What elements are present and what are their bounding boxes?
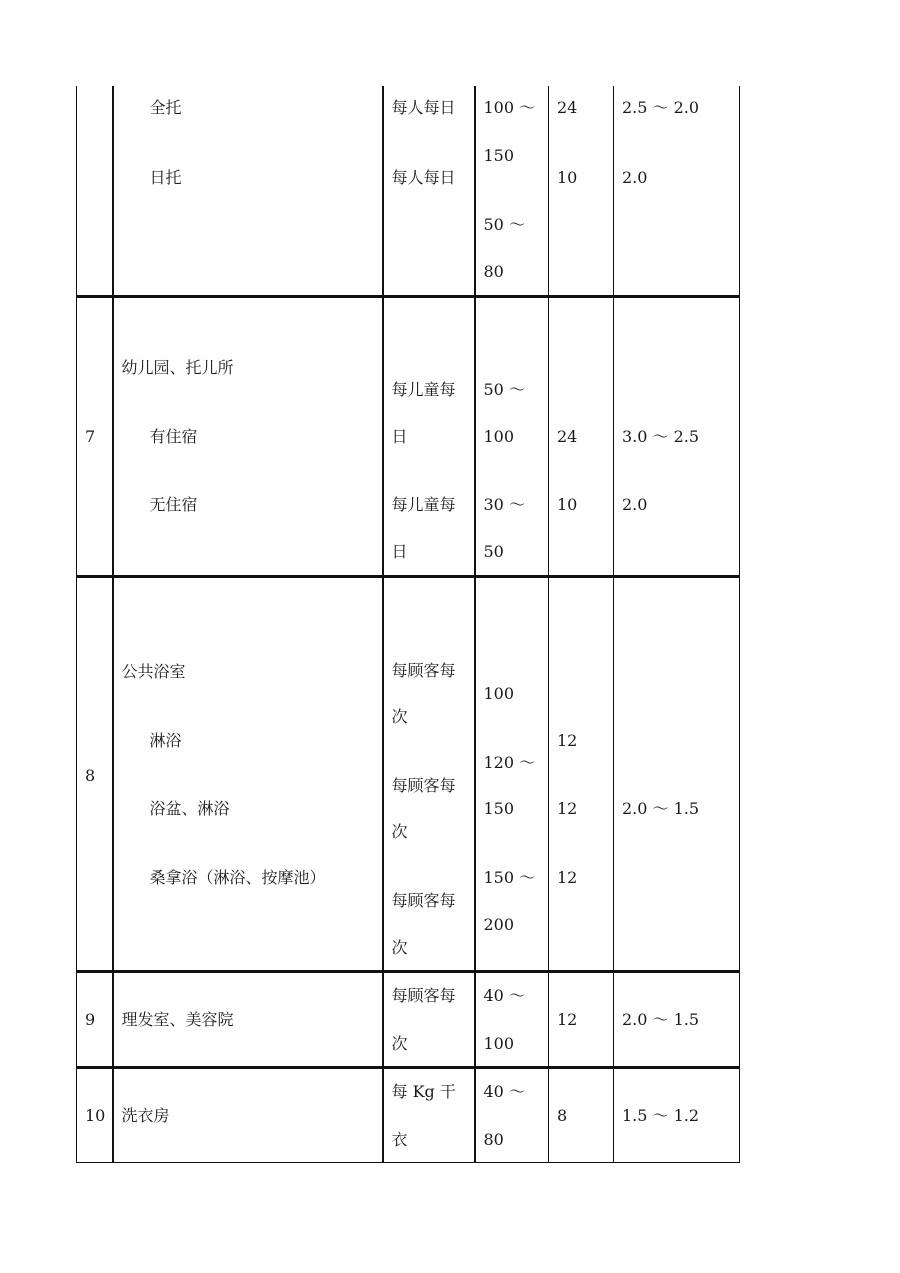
unit-line: 每顾客每: [391, 775, 456, 795]
hours-line: 8: [557, 1105, 568, 1125]
unit-line: 每儿童每: [391, 494, 456, 514]
coefficient-line: 3.0 ～ 2.5: [622, 426, 700, 446]
unit-line: 每顾客每: [391, 660, 456, 680]
row-name-cell: [113, 1067, 383, 1162]
unit-line: 次: [391, 706, 408, 726]
unit-cell: [383, 296, 475, 576]
coefficient-line: 2.0: [622, 494, 648, 514]
row-name-cell: [113, 296, 383, 576]
coefficient-cell: [614, 1067, 740, 1162]
unit-line: 每 Kg 干: [391, 1081, 456, 1101]
unit-line: 日: [391, 541, 408, 561]
quota-line: 100 ～: [483, 98, 536, 117]
coefficient-line: 2.0: [622, 168, 648, 187]
quota-cell: [475, 1067, 549, 1162]
quota-cell: [475, 971, 549, 1067]
hours-line: 12: [557, 798, 578, 818]
table-row: [77, 971, 740, 1067]
quota-line: 50 ～: [483, 215, 525, 234]
hours-cell: [549, 1067, 614, 1162]
unit-cell: [383, 971, 475, 1067]
coefficient-line: 2.5 ～ 2.0: [622, 98, 700, 117]
row-name-cell: [113, 971, 383, 1067]
row-number-cell: [77, 296, 113, 576]
coefficient-cell: [614, 971, 740, 1067]
hours-cell: [549, 86, 614, 296]
water-quota-table: [76, 86, 740, 1163]
quota-line: 30 ～: [483, 494, 525, 514]
unit-line: 日: [391, 426, 408, 446]
quota-line: 80: [483, 262, 504, 281]
unit-line: 次: [391, 937, 408, 957]
unit-line: 每人每日: [391, 98, 456, 117]
row-name-line: 幼儿园、托儿所: [121, 357, 234, 377]
quota-line: 100: [483, 426, 515, 446]
unit-cell: [383, 1067, 475, 1162]
row-number-cell: [77, 971, 113, 1067]
row-number-cell: [77, 576, 113, 971]
quota-line: 50 ～: [483, 379, 525, 399]
hours-line: 12: [557, 730, 578, 750]
unit-cell: [383, 86, 475, 296]
hours-line: 24: [557, 426, 578, 446]
quota-line: 40 ～: [483, 1081, 525, 1101]
unit-line: 次: [391, 1033, 408, 1053]
unit-line: 每儿童每: [391, 379, 456, 399]
table-row: [77, 296, 740, 576]
row-number: 9: [85, 1009, 96, 1029]
row-number-cell: [77, 86, 113, 296]
table-row: [77, 1067, 740, 1162]
unit-line: 衣: [391, 1129, 408, 1149]
unit-line: 次: [391, 821, 408, 841]
quota-line: 150: [483, 798, 515, 818]
row-name-cell: [113, 86, 383, 296]
hours-line: 10: [557, 168, 578, 187]
quota-line: 80: [483, 1129, 504, 1149]
row-name-line: 桑拿浴（淋浴、按摩池）: [149, 867, 326, 887]
hours-cell: [549, 971, 614, 1067]
quota-line: 50: [483, 541, 504, 561]
hours-cell: [549, 576, 614, 971]
row-name-line: 日托: [149, 168, 182, 187]
quota-cell: [475, 86, 549, 296]
row-name-line: 洗衣房: [121, 1105, 170, 1125]
quota-line: 120 ～: [483, 752, 536, 772]
quota-line: 150: [483, 146, 515, 165]
table-row: [77, 86, 740, 296]
row-name-line: 理发室、美容院: [121, 1009, 234, 1029]
coefficient-line: 2.0 ～ 1.5: [622, 1009, 700, 1029]
row-name-line: 有住宿: [149, 426, 198, 446]
coefficient-cell: [614, 296, 740, 576]
row-number: 10: [85, 1105, 106, 1125]
quota-cell: [475, 576, 549, 971]
quota-line: 40 ～: [483, 985, 525, 1005]
row-name-line: 淋浴: [149, 730, 182, 750]
unit-line: 每顾客每: [391, 985, 456, 1005]
row-name-line: 公共浴室: [121, 661, 186, 681]
unit-line: 每顾客每: [391, 890, 456, 910]
quota-line: 100: [483, 1033, 515, 1053]
row-name-line: 全托: [149, 98, 182, 117]
unit-cell: [383, 576, 475, 971]
quota-line: 200: [483, 914, 515, 934]
row-name-line: 浴盆、淋浴: [149, 798, 230, 818]
hours-line: 12: [557, 867, 578, 887]
row-name-cell: [113, 576, 383, 971]
hours-line: 10: [557, 494, 578, 514]
row-name-line: 无住宿: [149, 494, 198, 514]
quota-line: 100: [483, 683, 515, 703]
coefficient-cell: [614, 576, 740, 971]
table-row: [77, 576, 740, 971]
coefficient-line: 2.0 ～ 1.5: [622, 798, 700, 818]
row-number: 7: [85, 426, 96, 446]
row-number: 8: [85, 765, 96, 785]
unit-line: 每人每日: [391, 168, 456, 187]
coefficient-cell: [614, 86, 740, 296]
hours-cell: [549, 296, 614, 576]
quota-line: 150 ～: [483, 867, 536, 887]
hours-line: 24: [557, 98, 578, 117]
quota-cell: [475, 296, 549, 576]
coefficient-line: 1.5 ～ 1.2: [622, 1105, 700, 1125]
hours-line: 12: [557, 1009, 578, 1029]
row-number-cell: [77, 1067, 113, 1162]
